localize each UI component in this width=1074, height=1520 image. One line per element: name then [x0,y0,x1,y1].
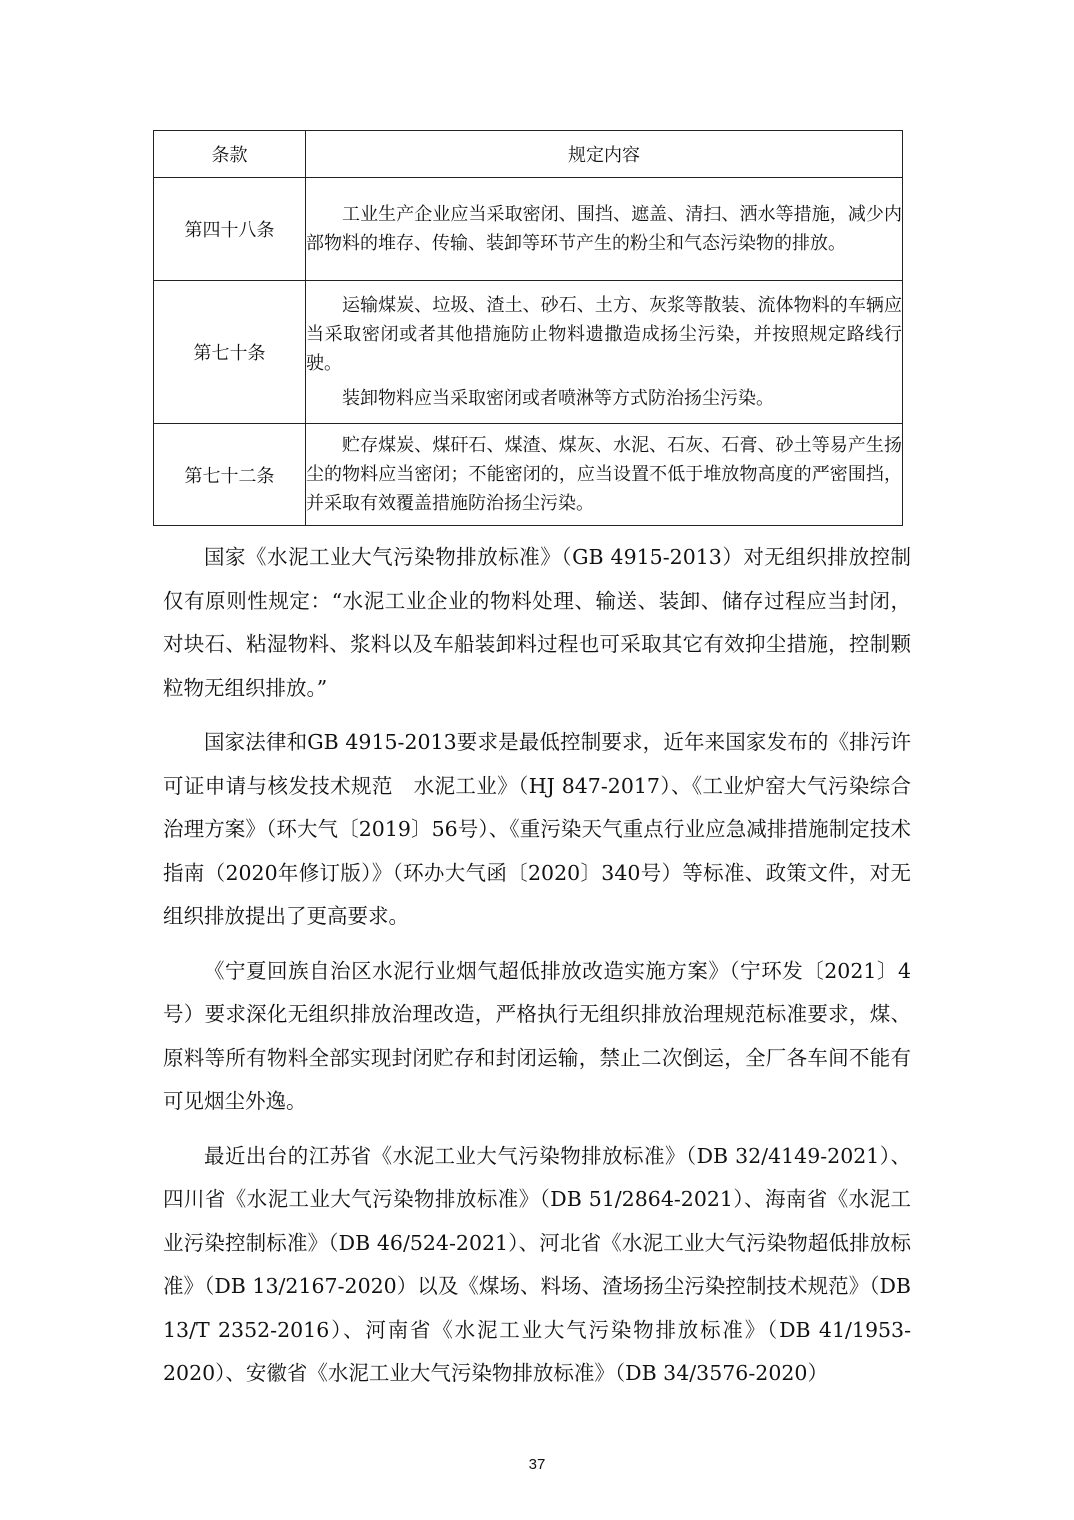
clause-cell: 第七十二条 [154,424,306,526]
content-paragraph: 装卸物料应当采取密闭或者喷淋等方式防治扬尘污染。 [342,388,774,409]
body-paragraph: 国家法律和GB 4915-2013要求是最低控制要求，近年来国家发布的《排污许可证申请与核发技术规范 水泥工业》（HJ 847-2017）、《工业炉窑大气污染综合治理方案》（环大气〔2019〕56号）、《重污染天气重点行业应急减排措施制定技术指南（2020年修订版）》（环办大气函〔2020〕340号）等标准、政策文件，对无组织排放提出了更高要求。 [163,730,911,928]
body-paragraph: 国家《水泥工业大气污染物排放标准》（GB 4915-2013）对无组织排放控制仅有原则性规定：“水泥工业企业的物料处理、输送、装卸、储存过程应当封闭，对块石、粘湿物料、浆料以及车船装卸料过程也可采取其它有效抑尘措施，控制颗粒物无组织排放。” [163,545,911,700]
content-cell [306,424,903,526]
content-paragraph: 工业生产企业应当采取密闭、围挡、遮盖、清扫、洒水等措施，减少内部物料的堆存、传输、装卸等环节产生的粉尘和气态污染物的排放。 [306,204,902,254]
body-paragraph: 《宁夏回族自治区水泥行业烟气超低排放改造实施方案》（宁环发〔2021〕4号）要求深化无组织排放治理改造，严格执行无组织排放治理规范标准要求，煤、原料等所有物料全部实现封闭贮存和封闭运输，禁止二次倒运，全厂各车间不能有可见烟尘外逸。 [163,958,911,1113]
table-row [154,281,903,424]
content-cell [306,178,903,281]
content-cell [306,281,903,424]
table-row [154,424,903,526]
content-paragraph: 贮存煤炭、煤矸石、煤渣、煤灰、水泥、石灰、石膏、砂土等易产生扬尘的物料应当密闭；不能密闭的，应当设置不低于堆放物高度的严密围挡，并采取有效覆盖措施防治扬尘污染。 [306,435,902,514]
body-paragraph: 最近出台的江苏省《水泥工业大气污染物排放标准》（DB 32/4149-2021）、四川省《水泥工业大气污染物排放标准》（DB 51/2864-2021）、海南省《水泥工业污染控制标准》（DB 46/524-2021）、河北省《水泥工业大气污染物超低排放标准》（DB 13/2167-2020）以及《煤场、料场、渣场扬尘污染控制技术规范》（DB 13/T 2352-2016）、河南省《水泥工业大气污染物排放标准》（DB 41/1953-2020）、安徽省《水泥工业大气污染物排放标准》（DB 34/3576-2020） [163,1143,911,1385]
column-header-clause: 条款 [154,131,306,178]
table-header-row [154,131,903,178]
clause-cell: 第七十条 [154,281,306,424]
content-paragraph: 运输煤炭、垃圾、渣土、砂石、土方、灰浆等散装、流体物料的车辆应当采取密闭或者其他措施防止物料遗撒造成扬尘污染，并按照规定路线行驶。 [306,295,902,374]
body-text [163,536,911,1407]
regulation-table [153,130,903,526]
page-number: 37 [528,1456,546,1473]
column-header-content: 规定内容 [306,131,903,178]
clause-cell: 第四十八条 [154,178,306,281]
table-row [154,178,903,281]
